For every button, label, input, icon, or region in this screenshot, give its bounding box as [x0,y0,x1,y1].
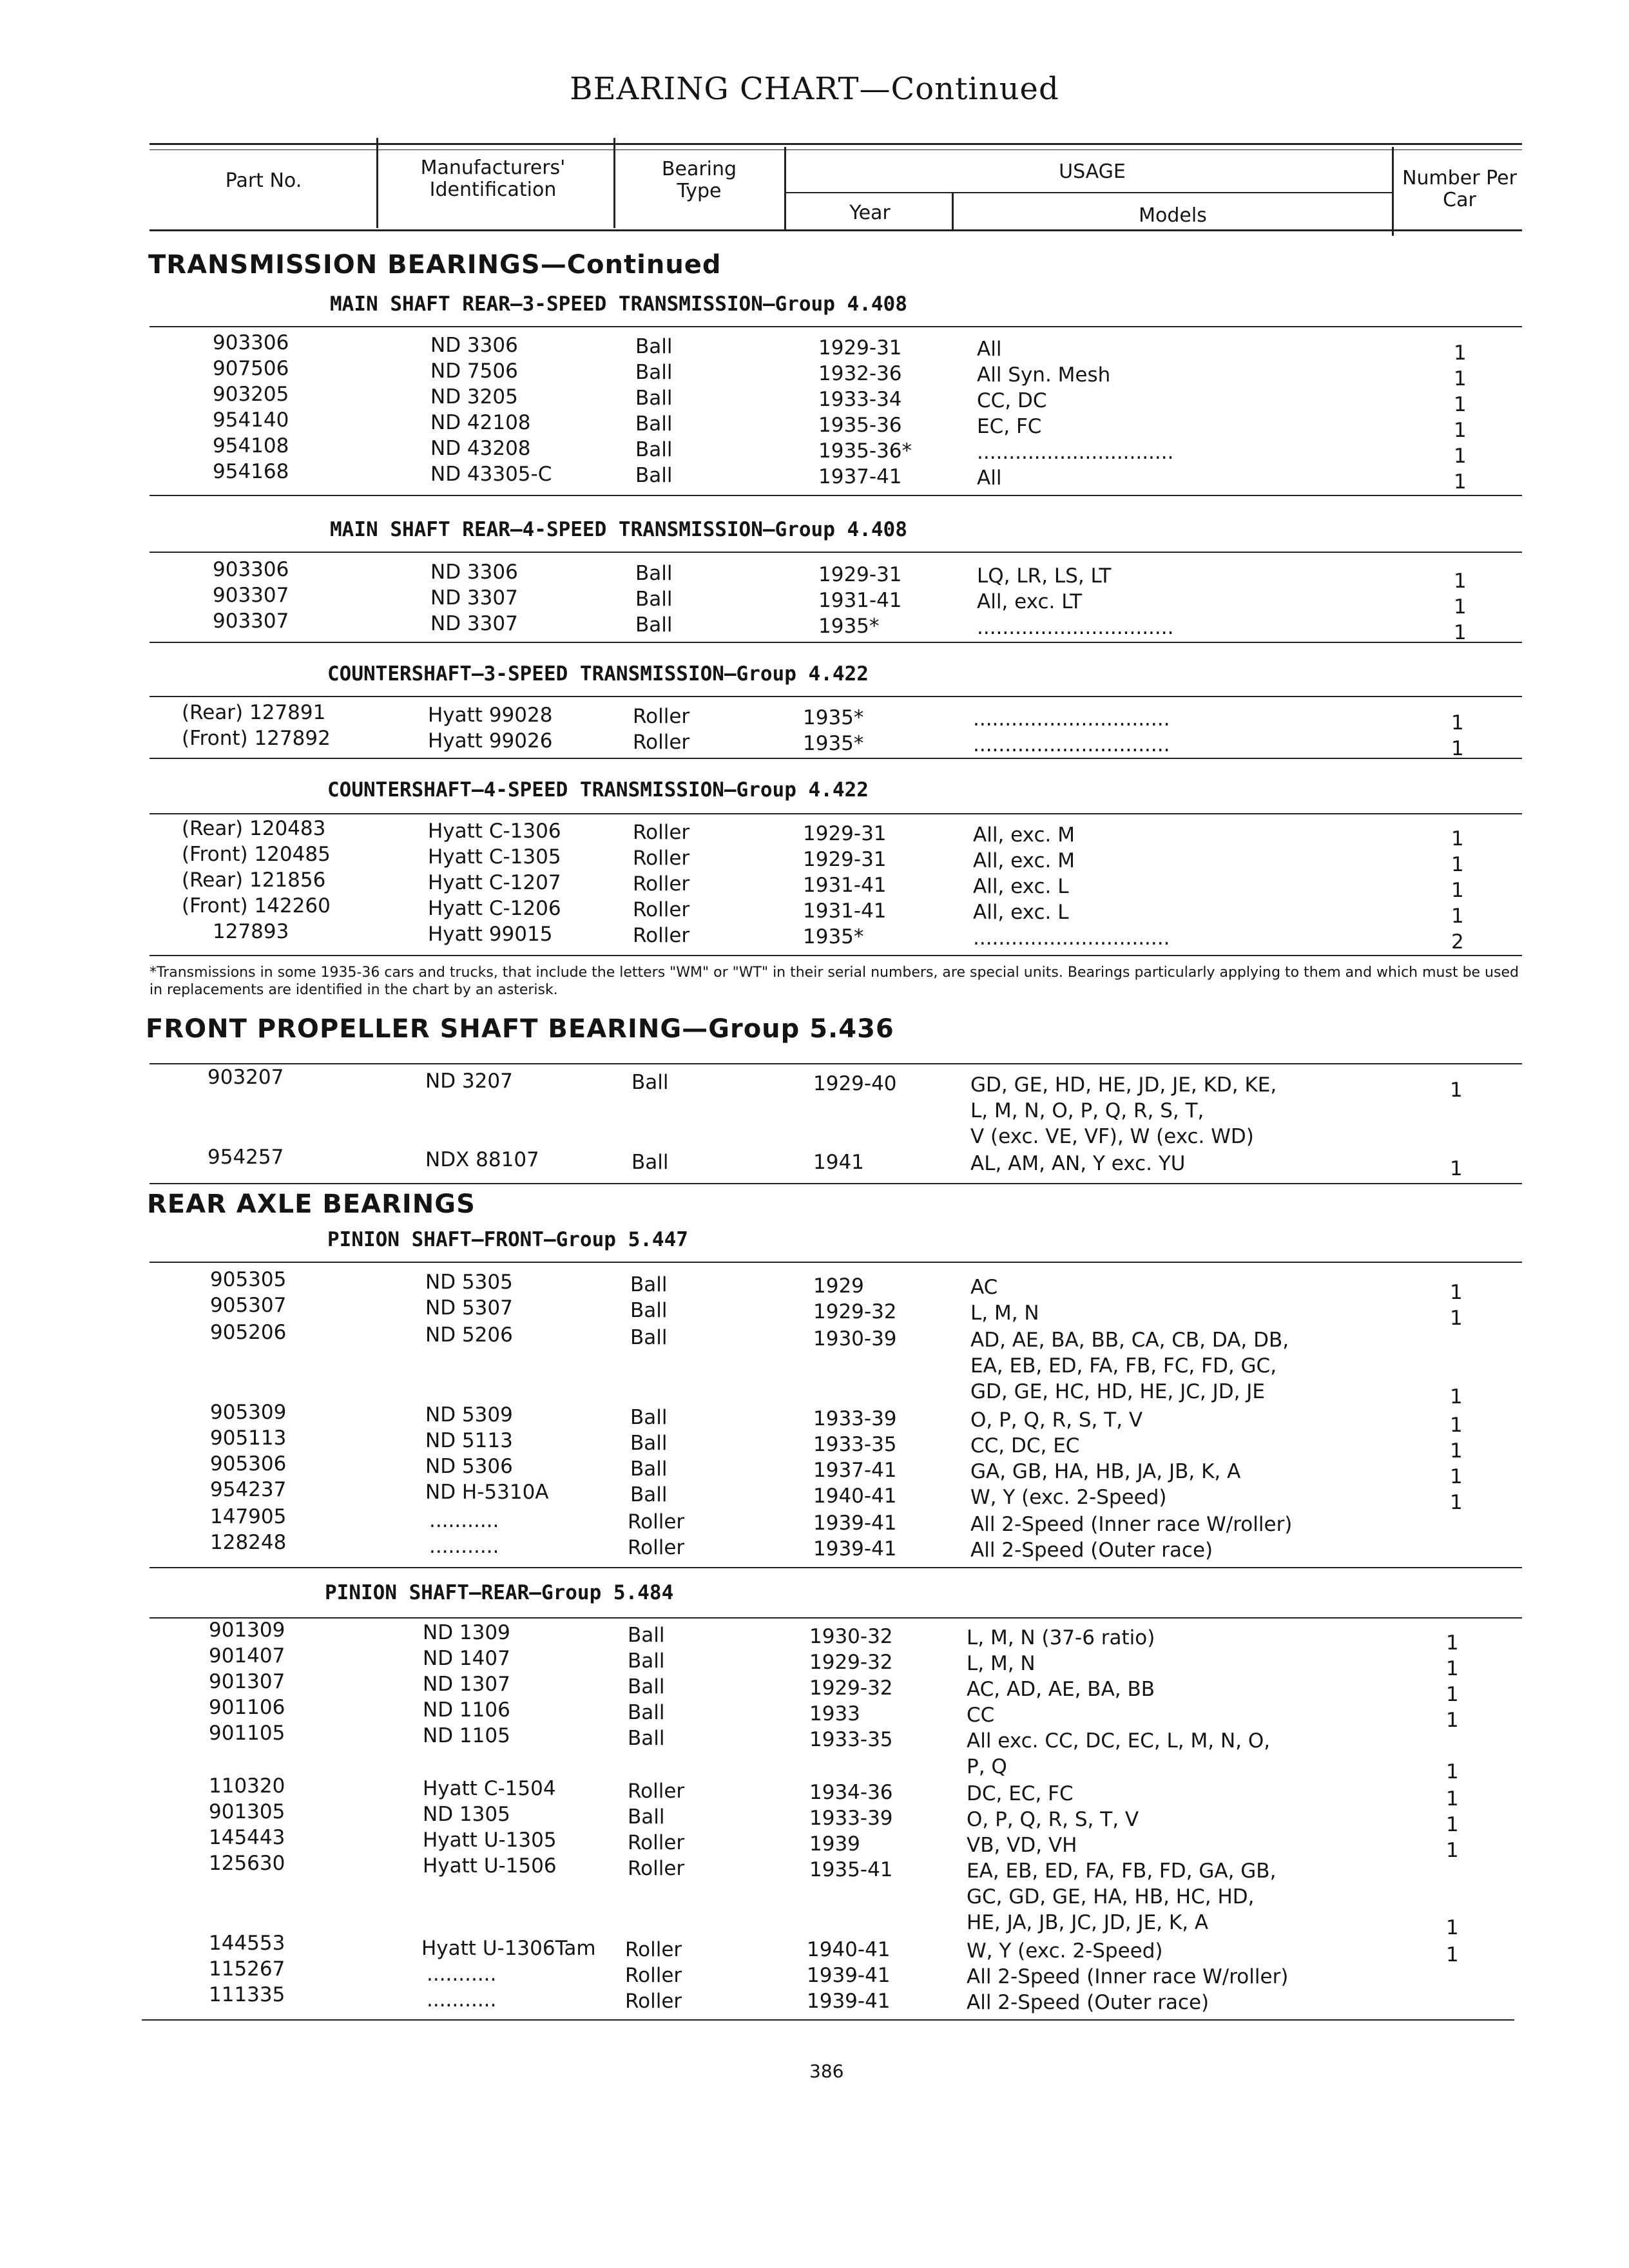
bearing-type: Roller [628,1536,685,1559]
models: CC [967,1704,995,1727]
qty: 1 [1450,1079,1463,1102]
group-title: COUNTERSHAFT—4-SPEED TRANSMISSION—Group 4.422 [327,778,869,802]
qty: 1 [1450,1439,1463,1463]
rule [149,495,1522,496]
qty: 2 [1451,930,1464,954]
bearing-type: Roller [628,1831,685,1854]
mfr-id: Hyatt C-1206 [428,897,561,920]
models: EA, EB, ED, FA, FB, FD, GA, GB, [967,1860,1277,1883]
part-no: 110320 [209,1774,285,1798]
bearing-type: Ball [631,1071,669,1094]
mfr-id: Hyatt U-1506 [423,1854,557,1878]
year: 1937-41 [818,465,902,488]
part-no: 905206 [210,1321,287,1344]
year: 1929 [813,1274,864,1298]
year: 1939-41 [813,1512,897,1535]
bearing-type: Ball [628,1727,665,1750]
part-no: 901106 [209,1696,285,1719]
bearing-type: Ball [628,1805,665,1829]
part-no: 115267 [209,1957,285,1981]
qty: 1 [1450,1281,1463,1304]
models: AD, AE, BA, BB, CA, CB, DA, DB, [970,1329,1289,1352]
part-no: 903306 [213,331,289,354]
qty: 1 [1454,393,1467,416]
year: 1930-39 [813,1327,897,1350]
qty: 1 [1451,711,1464,735]
models: EA, EB, ED, FA, FB, FC, FD, GC, [970,1354,1277,1378]
bearing-type: Ball [628,1649,665,1673]
header-manufacturers-id: Manufacturers' Identification [420,157,566,201]
mfr-id: ND 1305 [423,1803,510,1826]
models: GA, GB, HA, HB, JA, JB, K, A [970,1460,1241,1483]
bearing-type: Ball [635,588,673,611]
year: 1935-36 [818,414,902,437]
mfr-id: Hyatt 99028 [428,704,553,727]
rule [149,1063,1522,1064]
qty: 1 [1450,1465,1463,1488]
models: ............................... [973,927,1170,950]
rule [149,1617,1522,1619]
models: W, Y (exc. 2-Speed) [970,1486,1167,1509]
part-no: 903307 [213,584,289,607]
bearing-type: Ball [628,1624,665,1647]
mfr-id: ND 3205 [430,385,518,408]
models: DC, EC, FC [967,1782,1074,1805]
year: 1940-41 [813,1485,897,1508]
year: 1929-31 [818,563,902,586]
rule [149,326,1522,327]
part-no: 903307 [213,610,289,633]
rule [149,955,1522,956]
models: AC [970,1276,998,1299]
qty: 1 [1451,827,1464,850]
bearing-type: Ball [630,1299,668,1322]
part-no: 903207 [207,1066,284,1089]
models: All, exc. LT [977,590,1083,613]
qty: 1 [1454,470,1467,494]
mfr-id: ND 5309 [425,1403,513,1427]
year: 1935-41 [809,1858,893,1881]
qty: 1 [1450,1157,1463,1180]
rule [142,2019,1514,2021]
bearing-type: Ball [628,1701,665,1724]
part-no: 905306 [210,1452,287,1475]
models: All, exc. M [973,823,1075,847]
mfr-id: ND 1106 [423,1698,510,1722]
models: CC, DC [977,389,1047,412]
mfr-id: ND 5113 [425,1429,513,1452]
year: 1929-40 [813,1072,897,1095]
header-divider [376,138,378,228]
bearing-type: Ball [628,1675,665,1698]
part-no: 901105 [209,1722,285,1745]
footnote: *Transmissions in some 1935-36 cars and trucks, that include the letters "WM" or "WT" in their serial numbers, are special units. Bearings particularly applying to them and which must be used in replacements are identified in the chart by an asterisk. [149,965,1519,998]
rule [149,758,1522,759]
models: V (exc. VE, VF), W (exc. WD) [970,1125,1254,1148]
bearing-type: Roller [633,731,690,754]
qty: 1 [1446,1813,1459,1836]
models: All exc. CC, DC, EC, L, M, N, O, [967,1729,1271,1753]
header-top-rule [149,143,1522,145]
header-divider [613,138,615,228]
group-title: MAIN SHAFT REAR—3-SPEED TRANSMISSION—Group 4.408 [330,293,907,316]
mfr-id: ........... [429,1535,499,1558]
section-title: TRANSMISSION BEARINGS—Continued [148,250,722,280]
models: L, M, N [970,1302,1039,1325]
part-no: 125630 [209,1852,285,1875]
models: EC, FC [977,415,1042,438]
bearing-type: Roller [633,898,690,921]
part-no: (Front) 142260 [182,894,331,918]
qty: 1 [1446,1709,1459,1732]
mfr-id: ND 1307 [423,1673,510,1696]
year: 1929-32 [809,1677,893,1700]
year: 1939 [809,1832,860,1856]
models: AC, AD, AE, BA, BB [967,1678,1155,1701]
part-no: 901407 [209,1644,285,1667]
models: All, exc. L [973,875,1069,898]
year: 1939-41 [807,1990,891,2013]
year: 1933-35 [813,1433,897,1456]
part-no: 905305 [210,1268,287,1291]
mfr-id: Hyatt 99015 [428,923,553,946]
bearing-type: Ball [635,613,673,637]
part-no: (Rear) 127891 [182,701,326,724]
header-number-per-car: Number Per Car [1402,167,1517,211]
year: 1931-41 [818,589,902,612]
qty: 1 [1446,1760,1459,1783]
part-no: 111335 [209,1983,285,2006]
part-no: 905113 [210,1427,287,1450]
bearing-type: Roller [625,1990,682,2013]
header-top-rule-thin [149,149,1522,150]
bearing-type: Ball [635,562,673,585]
bearing-type: Ball [630,1432,668,1455]
qty: 1 [1450,1414,1463,1437]
qty: 1 [1451,879,1464,902]
qty: 1 [1446,1839,1459,1862]
qty: 1 [1454,341,1467,365]
year: 1935* [803,706,864,729]
part-no: (Front) 120485 [182,843,331,866]
bearing-type: Roller [633,821,690,844]
header-year: Year [849,202,891,224]
group-title: COUNTERSHAFT—3-SPEED TRANSMISSION—Group 4.422 [327,662,869,686]
year: 1929-31 [803,848,887,871]
models: AL, AM, AN, Y exc. YU [970,1152,1186,1175]
year: 1939-41 [807,1964,891,1987]
part-no: 954108 [213,434,289,457]
qty: 1 [1454,570,1467,593]
qty: 1 [1446,1657,1459,1680]
mfr-id: ND 1105 [423,1724,510,1747]
bearing-type: Ball [635,464,673,487]
part-no: 128248 [210,1531,287,1554]
mfr-id: Hyatt 99026 [428,729,553,753]
qty: 1 [1454,445,1467,468]
qty: 1 [1454,621,1467,644]
models: HE, JA, JB, JC, JD, JE, K, A [967,1911,1209,1934]
bearing-type: Ball [630,1273,668,1296]
models: ............................... [973,707,1170,731]
mfr-id: Hyatt C-1306 [428,820,561,843]
models: All, exc. M [973,849,1075,872]
rule [149,1262,1522,1263]
qty: 1 [1451,737,1464,760]
mfr-id: ND H-5310A [425,1481,549,1504]
models: ............................... [977,441,1174,464]
qty: 1 [1450,1491,1463,1514]
bearing-type: Roller [633,924,690,947]
qty: 1 [1446,1916,1459,1939]
year: 1929-32 [813,1300,897,1323]
year: 1939-41 [813,1537,897,1561]
page-title: BEARING CHART—Continued [570,71,1059,107]
qty: 1 [1446,1683,1459,1706]
models: CC, DC, EC [970,1434,1080,1457]
year: 1929-31 [803,822,887,845]
qty: 1 [1446,1787,1459,1811]
mfr-id: ND 3306 [430,561,518,584]
mfr-id: Hyatt C-1504 [423,1777,556,1800]
bearing-type: Roller [633,705,690,728]
mfr-id: ........... [429,1509,499,1532]
mfr-id: ND 5306 [425,1455,513,1478]
bearing-type: Roller [628,1510,685,1533]
section-title: FRONT PROPELLER SHAFT BEARING—Group 5.436 [146,1014,894,1044]
mfr-id: Hyatt C-1207 [428,871,561,894]
bearing-type: Ball [630,1483,668,1506]
qty: 1 [1454,595,1467,619]
mfr-id: NDX 88107 [425,1148,539,1171]
mfr-id: Hyatt U-1306Tam [421,1937,596,1960]
qty: 1 [1451,905,1464,928]
part-no: 147905 [210,1505,287,1528]
year: 1933-34 [818,388,902,411]
mfr-id: Hyatt C-1305 [428,845,561,869]
header-divider [1392,147,1394,236]
qty: 1 [1451,853,1464,876]
models: All 2-Speed (Outer race) [967,1991,1210,2014]
models: GD, GE, HC, HD, HE, JC, JD, JE [970,1380,1266,1403]
models: All Syn. Mesh [977,363,1111,387]
year: 1929-31 [818,336,902,360]
bearing-type: Ball [630,1326,668,1349]
models: All 2-Speed (Inner race W/roller) [967,1965,1289,1988]
bearing-type: Roller [633,872,690,896]
models: VB, VD, VH [967,1834,1077,1857]
qty: 1 [1446,1631,1459,1655]
part-no: 954168 [213,460,289,483]
year: 1930-32 [809,1625,893,1648]
part-no: (Rear) 121856 [182,869,326,892]
header-bottom-rule [149,229,1522,231]
models: ............................... [973,733,1170,756]
header-divider [784,147,786,229]
year: 1935* [803,925,864,948]
bearing-type: Ball [631,1151,669,1174]
year: 1935* [818,615,880,638]
models: L, M, N [967,1652,1036,1675]
part-no: 901309 [209,1619,285,1642]
year: 1931-41 [803,874,887,897]
part-no: (Front) 127892 [182,727,331,750]
part-no: 903205 [213,383,289,406]
bearing-type: Ball [630,1457,668,1481]
bearing-type: Roller [625,1964,682,1987]
mfr-id: ........... [427,1963,497,1986]
qty: 1 [1454,367,1467,390]
models: W, Y (exc. 2-Speed) [967,1939,1163,1963]
mfr-id: ........... [427,1988,497,2012]
qty: 1 [1446,1943,1459,1966]
bearing-type: Roller [628,1857,685,1880]
qty: 1 [1450,1385,1463,1408]
mfr-id: ND 3307 [430,586,518,610]
models: O, P, Q, R, S, T, V [970,1408,1143,1432]
part-no: 901307 [209,1670,285,1693]
year: 1933-35 [809,1728,893,1751]
bearing-type: Ball [635,335,673,358]
mfr-id: ND 3306 [430,334,518,357]
mfr-id: ND 43305-C [430,463,552,486]
mfr-id: Hyatt U-1305 [423,1829,557,1852]
group-title: PINION SHAFT—REAR—Group 5.484 [325,1581,674,1604]
header-bearing-type: Bearing Type [661,158,737,202]
rule [149,813,1522,814]
rule [149,1567,1522,1568]
part-no: 954237 [210,1478,287,1501]
part-no: 901305 [209,1800,285,1823]
part-no: 905309 [210,1401,287,1424]
rule [149,696,1522,697]
models: P, Q [967,1755,1007,1778]
page-number: 386 [809,2061,844,2082]
bearing-type: Ball [635,412,673,436]
header-part-no: Part No. [225,169,302,192]
models: LQ, LR, LS, LT [977,564,1112,588]
year: 1941 [813,1151,864,1174]
rule [149,552,1522,553]
group-title: MAIN SHAFT REAR—4-SPEED TRANSMISSION—Group 4.408 [330,518,907,541]
bearing-type: Roller [633,847,690,870]
models: All, exc. L [973,901,1069,924]
bearing-type: Ball [630,1406,668,1429]
models: All 2-Speed (Outer race) [970,1539,1213,1562]
year: 1934-36 [809,1781,893,1804]
models: ............................... [977,616,1174,639]
mfr-id: ND 3307 [430,612,518,635]
part-no: 127893 [213,920,289,943]
mfr-id: ND 3207 [425,1070,513,1093]
part-no: 954140 [213,408,289,432]
models: All [977,466,1002,490]
year: 1933 [809,1702,860,1725]
models: O, P, Q, R, S, T, V [967,1808,1139,1831]
mfr-id: ND 43208 [430,437,531,460]
year: 1937-41 [813,1459,897,1482]
models: All 2-Speed (Inner race W/roller) [970,1513,1293,1536]
part-no: 954257 [207,1146,284,1169]
rule [149,642,1522,643]
models: GD, GE, HD, HE, JD, JE, KD, KE, [970,1073,1277,1097]
mfr-id: ND 5307 [425,1296,513,1320]
bearing-type: Roller [625,1938,682,1961]
usage-rule [784,192,1392,193]
year: 1935* [803,732,864,755]
year: 1933-39 [813,1407,897,1430]
year: 1931-41 [803,899,887,923]
bearing-type: Roller [628,1780,685,1803]
bearing-type: Ball [635,361,673,384]
part-no: 144553 [209,1932,285,1955]
qty: 1 [1454,419,1467,442]
section-title: REAR AXLE BEARINGS [147,1189,476,1219]
part-no: (Rear) 120483 [182,817,326,840]
group-title: PINION SHAFT—FRONT—Group 5.447 [327,1228,688,1251]
mfr-id: ND 5305 [425,1271,513,1294]
mfr-id: ND 42108 [430,411,531,434]
year: 1933-39 [809,1807,893,1830]
bearing-type: Ball [635,387,673,410]
bearing-type: Ball [635,438,673,461]
models: L, M, N, O, P, Q, R, S, T, [970,1099,1204,1122]
mfr-id: ND 5206 [425,1323,513,1347]
part-no: 905307 [210,1294,287,1317]
mfr-id: ND 1407 [423,1647,510,1670]
rule [149,1183,1522,1184]
mfr-id: ND 7506 [430,360,518,383]
year: 1935-36* [818,439,912,463]
year: 1932-36 [818,362,902,385]
mfr-id: ND 1309 [423,1621,510,1644]
header-models: Models [1139,204,1207,227]
qty: 1 [1450,1307,1463,1330]
year: 1929-32 [809,1651,893,1674]
part-no: 903306 [213,558,289,581]
year: 1940-41 [807,1938,891,1961]
part-no: 907506 [213,357,289,380]
models: GC, GD, GE, HA, HB, HC, HD, [967,1885,1255,1908]
models: All [977,338,1002,361]
models: L, M, N (37-6 ratio) [967,1626,1155,1649]
header-usage: USAGE [1059,160,1126,183]
part-no: 145443 [209,1826,285,1849]
